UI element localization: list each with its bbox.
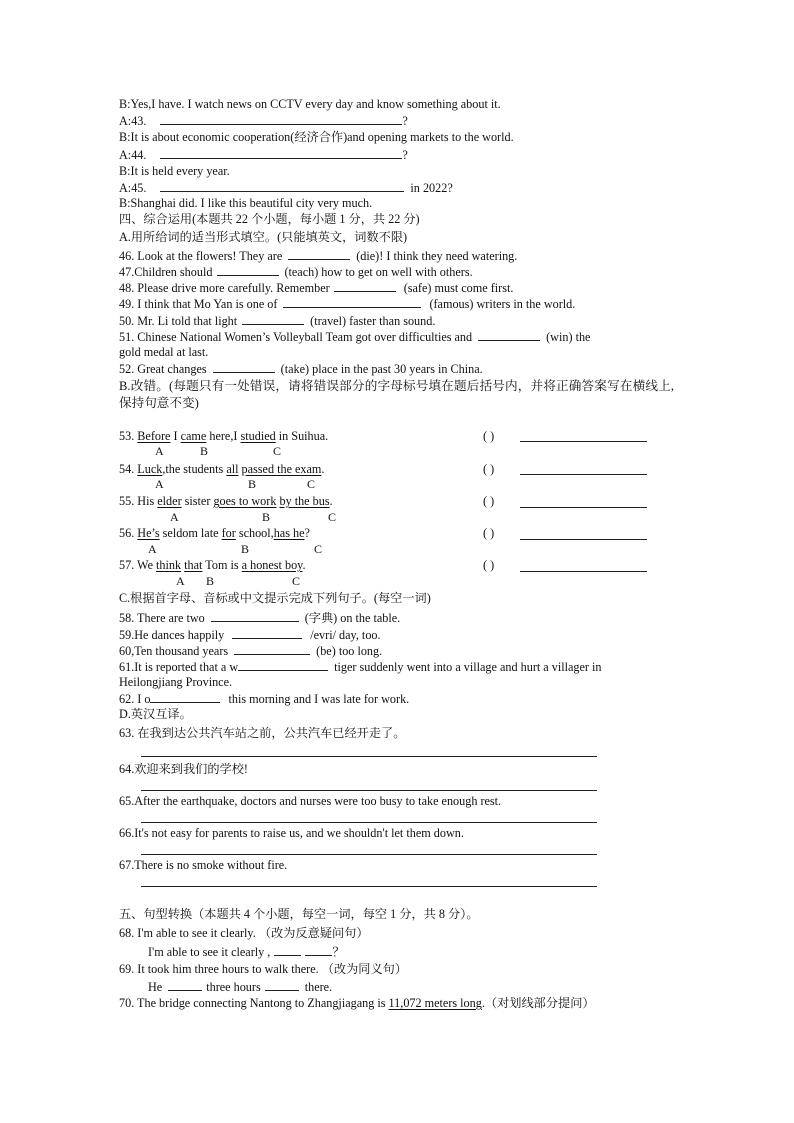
question-56: 56. He’s seldom late for school,has he? [119,526,310,540]
question-61: 61.It is reported that a w tiger suddenly went into a village and hurt a villager in [119,660,602,674]
question-44 [119,147,408,163]
question-46: 46. Look at the flowers! They are (die)! I think they need watering. [119,249,518,263]
answer-paren[interactable]: ( ) [483,429,495,443]
option-a: think [156,558,182,572]
question-47: 47.Children should (teach) how to get on well with others. [119,265,473,279]
answer-paren[interactable]: ( ) [483,558,495,572]
question-59: 59.He dances happily /evri/ day, too. [119,628,381,642]
option-b: that [184,558,203,572]
letter-c: C [307,477,316,491]
punct: ? [402,148,408,162]
question-51: 51. Chinese National Women’s Volleyball Team got over difficulties and (win) the [119,330,591,344]
question-54: 54. Luck,the students all passed the exam. [119,462,325,476]
answer-line[interactable] [520,441,647,442]
answer-paren[interactable]: ( ) [483,526,495,540]
question-60: 60,Ten thousand years (be) too long. [119,644,383,658]
letter-b: B [248,477,257,491]
label: A:43. [119,114,147,128]
letter-a: A [170,510,179,524]
option-b: goes to work [213,494,277,508]
answer-paren[interactable]: ( ) [483,462,495,476]
label: A:44. [119,148,147,162]
section-5-title: 五、句型转换（本题共 4 个小题，每空一词，每空 1 分，共 8 分）。 [119,907,479,921]
question-68: 68. I'm able to see it clearly. （改为反意疑问句） [119,926,369,940]
option-b: all [226,462,239,476]
answer-blank[interactable] [160,180,404,192]
punct: ? [402,114,408,128]
question-68-answer: I'm able to see it clearly , ？ [148,945,345,959]
question-53: 53. Before I came here,I studied in Suihua. [119,429,329,443]
letter-b: B [206,574,215,588]
letter-a: A [155,477,164,491]
option-a: Before [137,429,171,443]
dialogue-line: B:It is held every year. [119,164,230,178]
question-51-cont: gold medal at last. [119,345,209,359]
answer-blank[interactable] [213,361,275,373]
option-a: elder [157,494,182,508]
option-c: has he [273,526,305,540]
letter-c: C [273,444,282,458]
answer-blank[interactable] [478,329,540,341]
translation-line[interactable] [141,854,597,855]
question-67: 67.There is no smoke without fire. [119,858,288,872]
question-55: 55. His elder sister goes to work by the bus. [119,494,333,508]
answer-blank[interactable] [334,280,396,292]
letter-a: A [148,542,157,556]
answer-paren[interactable]: ( ) [483,494,495,508]
question-61-cont: Heilongjiang Province. [119,675,233,689]
part-a-title: A.用所给词的适当形式填空。(只能填英文，词数不限) [119,230,408,244]
answer-blank[interactable] [217,264,279,276]
answer-blank[interactable] [242,313,304,325]
dialogue-line: B:Shanghai did. I like this beautiful city very much. [119,196,373,210]
question-49: 49. I think that Mo Yan is one of (famous) writers in the world. [119,297,576,311]
answer-blank[interactable] [305,944,332,956]
option-c: a honest boy [241,558,303,572]
question-70: 70. The bridge connecting Nantong to Zhangjiagang is 11,072 meters long.（对划线部分提问） [119,996,595,1010]
answer-line[interactable] [520,571,647,572]
option-a: Luck [137,462,163,476]
question-69: 69. It took him three hours to walk there. （改为同义句） [119,962,408,976]
question-64: 64.欢迎来到我们的学校! [119,762,248,776]
answer-blank[interactable] [211,610,299,622]
section-4-title: 四、综合运用(本题共 22 个小题，每小题 1 分，共 22 分) [119,212,420,226]
letter-c: C [328,510,337,524]
option-c: by the bus [279,494,330,508]
question-66: 66.It's not easy for parents to raise us, and we shouldn't let them down. [119,826,464,840]
answer-blank[interactable] [265,979,299,991]
answer-blank[interactable] [160,147,402,159]
option-c: passed the exam [241,462,322,476]
option-a: He’s [137,526,160,540]
option-b: for [221,526,236,540]
question-50: 50. Mr. Li told that light (travel) faster than sound. [119,314,436,328]
answer-blank[interactable] [150,691,220,703]
answer-blank[interactable] [283,296,421,308]
answer-blank[interactable] [274,944,301,956]
part-d-title: D.英汉互译。 [119,707,192,721]
answer-blank[interactable] [238,659,328,671]
answer-line[interactable] [520,507,647,508]
question-52: 52. Great changes (take) place in the past 30 years in China. [119,362,483,376]
question-62: 62. I o this morning and I was late for work. [119,692,410,706]
option-b: came [180,429,207,443]
letter-b: B [262,510,271,524]
dialogue-line: B:Yes,I have. I watch news on CCTV every day and know something about it. [119,97,501,111]
answer-blank[interactable] [288,248,350,260]
answer-blank[interactable] [234,643,310,655]
letter-a: A [155,444,164,458]
text: in 2022? [410,181,453,195]
translation-line[interactable] [141,886,597,887]
question-48: 48. Please drive more carefully. Remember (safe) must come first. [119,281,514,295]
question-43 [119,113,408,129]
letter-a: A [176,574,185,588]
letter-c: C [314,542,323,556]
underlined-part: 11,072 meters long [388,996,482,1010]
answer-blank[interactable] [168,979,202,991]
answer-blank[interactable] [232,627,302,639]
question-65: 65.After the earthquake, doctors and nurses were too busy to take enough rest. [119,794,502,808]
letter-b: B [241,542,250,556]
answer-blank[interactable] [160,113,402,125]
question-69-answer: He three hours there. [148,980,333,994]
part-b-title: B.改错。(每题只有一处错误，请将错误部分的字母标号填在题后括号内，并将正确答案写在横线上,保持句意不变) [119,379,674,410]
translation-line[interactable] [141,822,597,823]
question-58: 58. There are two (字典) on the table. [119,611,401,625]
letter-b: B [200,444,209,458]
question-57: 57. We think that Tom is a honest boy. [119,558,306,572]
label: A:45. [119,181,147,195]
question-45 [119,180,453,196]
translation-line[interactable] [141,790,597,791]
part-c-title: C.根据首字母、音标或中文提示完成下列句子。(每空一词) [119,591,431,605]
answer-line[interactable] [520,474,647,475]
option-c: studied [240,429,276,443]
answer-line[interactable] [520,539,647,540]
letter-c: C [292,574,301,588]
dialogue-line: B:It is about economic cooperation(经济合作)and opening markets to the world. [119,130,514,144]
translation-line[interactable] [141,756,597,757]
question-63: 63. 在我到达公共汽车站之前，公共汽车已经开走了。 [119,726,406,740]
